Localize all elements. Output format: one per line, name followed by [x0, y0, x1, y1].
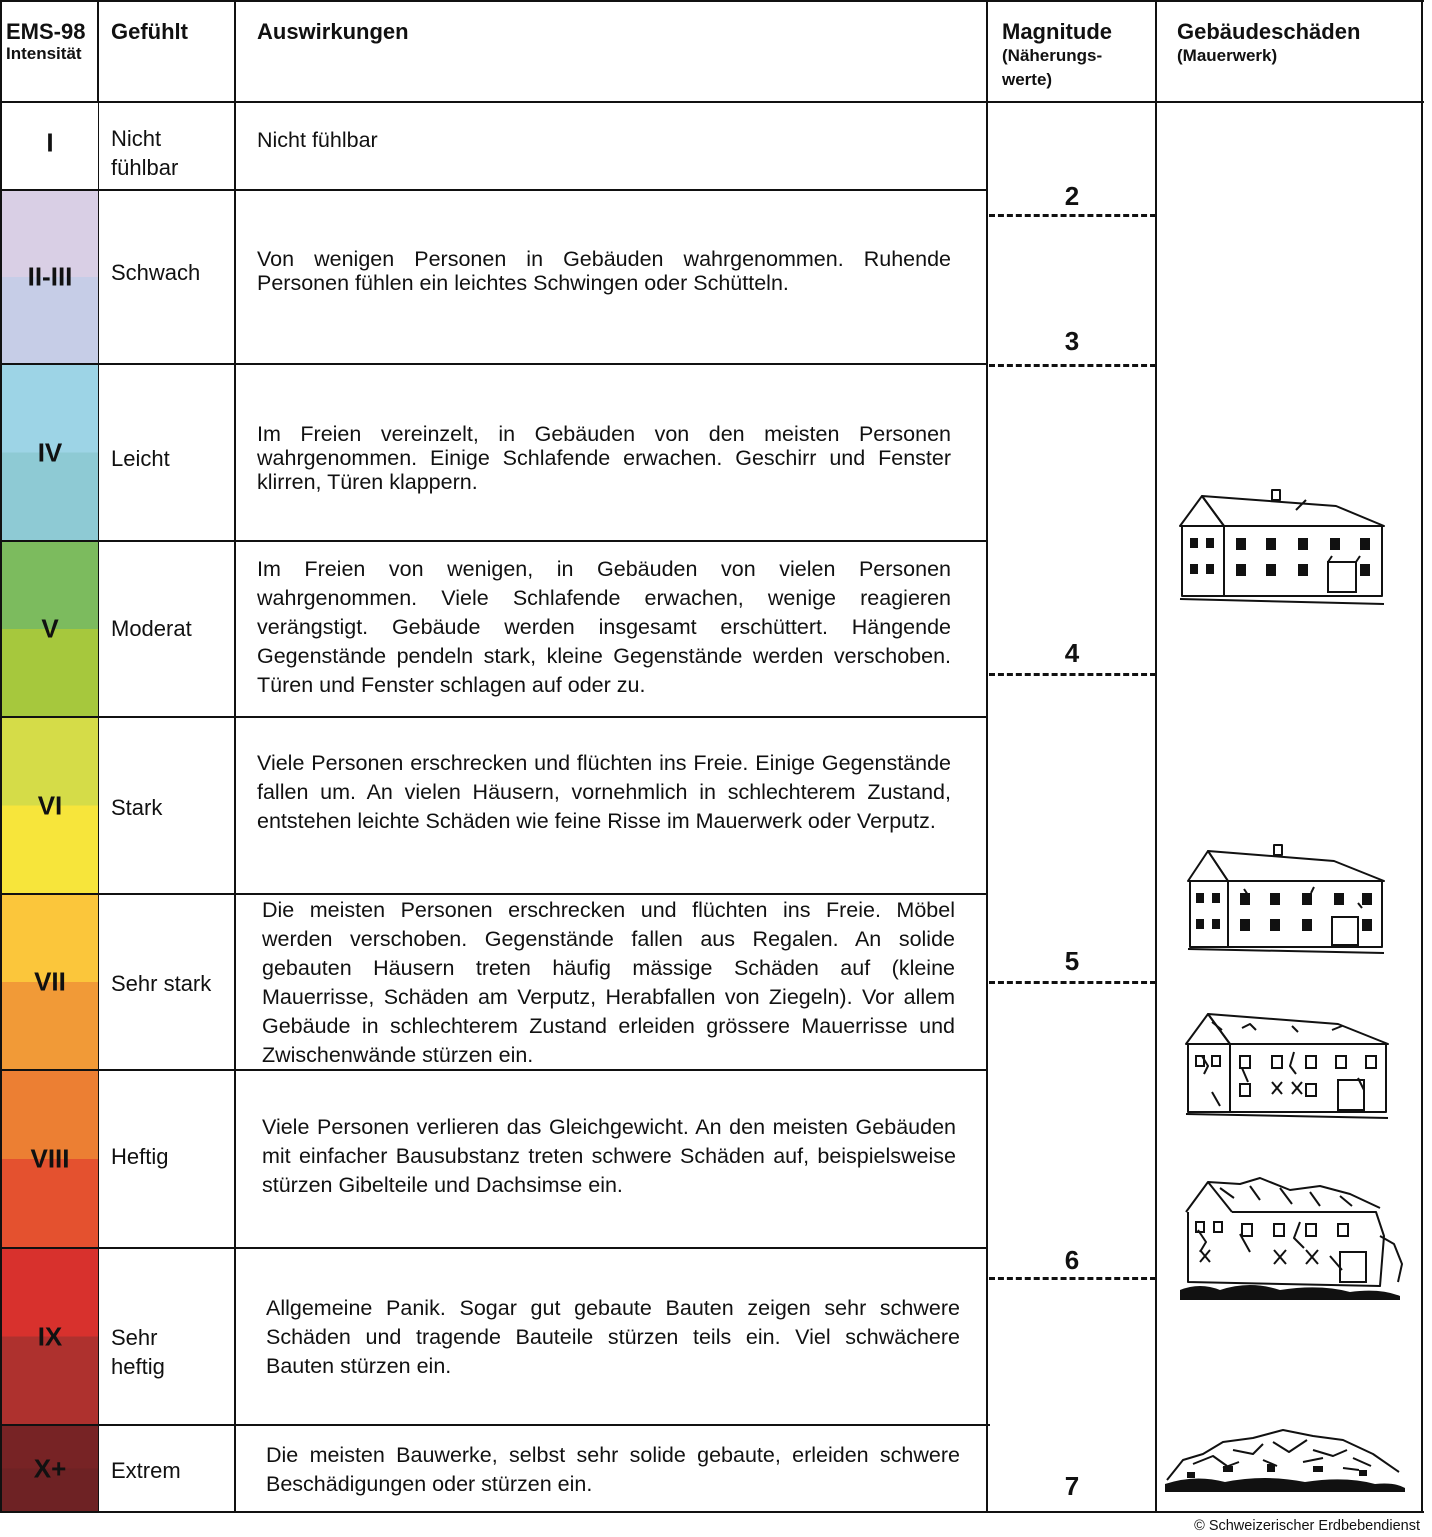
copyright-notice: © Schweizerischer Erdbebendienst — [1194, 1518, 1420, 1534]
felt-cell-3: Leicht — [111, 446, 170, 471]
effect-cell-1: Nicht fühlbar — [257, 128, 378, 152]
moderately-damaged-house-icon — [1182, 1008, 1392, 1124]
intensity-cell-9 — [2, 1426, 98, 1511]
effect-cell-8: Allgemeine Panik. Sogar gut gebaute Bauten zeigen sehr schwere Schäden und tragende Bauteile stürzen teils ein. Viel schwächere Bauten stürzen ein. — [266, 1296, 960, 1378]
intensity-label: VII — [34, 966, 66, 997]
intensity-label: II-III — [27, 261, 73, 292]
intensity-label: X+ — [33, 1453, 67, 1483]
magnitude-divider — [989, 981, 1156, 984]
magnitude-header-sub-2: werte) — [1002, 70, 1053, 89]
felt-cell-1: Nicht fühlbar — [111, 126, 179, 180]
intensity-cell-1 — [2, 103, 98, 189]
magnitude-divider — [989, 673, 1156, 676]
intensity-label: VIII — [30, 1143, 70, 1174]
magnitude-3: 3 — [1064, 326, 1080, 356]
magnitude-4: 4 — [1064, 638, 1080, 668]
intensity-cell-7 — [2, 1071, 98, 1247]
heavily-damaged-house-icon — [1180, 1176, 1406, 1302]
magnitude-5: 5 — [1064, 946, 1080, 976]
intensity-cell-8 — [2, 1249, 98, 1424]
effect-cell-3: Im Freien vereinzelt, in Gebäuden von den meisten Personen wahrgenommen. Einige Schlafende erwachen. Geschirr und Fenster klirren, Türen klappern. — [257, 422, 951, 494]
magnitude-2: 2 — [1064, 181, 1080, 211]
collapsed-rubble-icon — [1163, 1420, 1407, 1492]
effects-header: Auswirkungen — [257, 19, 409, 44]
intensity-cell-3 — [2, 365, 98, 540]
felt-cell-7: Heftig — [111, 1144, 169, 1169]
intensity-label: V — [41, 613, 59, 644]
magnitude-6: 6 — [1064, 1245, 1080, 1275]
magnitude-divider — [989, 364, 1156, 367]
magnitude-divider — [989, 214, 1156, 217]
felt-cell-6: Sehr stark — [111, 971, 212, 996]
magnitude-header — [1002, 20, 1112, 92]
effect-cell-6: Die meisten Personen erschrecken und flüchten ins Freie. Möbel werden verschoben. Gegenstände fallen aus Regalen. An solide gebauten Häusern treten häufig mässige Schäden auf (kleine Mauerrisse, Schäden am Verputz, Herabfallen von Ziegeln). Vor allem Gebäude in schlechterem Zustand erleiden grössere Mauerrisse und Zwischenwände stürzen ein. — [262, 898, 955, 1067]
damage-header — [1177, 20, 1360, 68]
intensity-header — [6, 20, 85, 64]
intensity-label: IV — [37, 437, 63, 467]
intensity-label: IX — [37, 1321, 63, 1351]
magnitude-header-sub-1: (Näherungs- — [1002, 46, 1103, 65]
magnitude-7: 7 — [1064, 1471, 1080, 1501]
intensity-label: I — [46, 127, 54, 158]
effect-cell-7: Viele Personen verlieren das Gleichgewicht. An den meisten Gebäuden mit einfacher Bausubstanz treten schwere Schäden auf, beispielsweise stürzen Gibelteile und Dachsimse ein. — [262, 1115, 956, 1197]
intensity-header-sub: Intensität — [6, 44, 82, 63]
intensity-label: VI — [37, 790, 63, 820]
intensity-cell-4 — [2, 542, 98, 716]
effect-cell-9: Die meisten Bauwerke, selbst sehr solide gebaute, erleiden schwere Beschädigungen oder stürzen ein. — [266, 1443, 960, 1496]
magnitude-divider — [989, 1277, 1156, 1280]
damage-header-sub: (Mauerwerk) — [1177, 46, 1278, 65]
effect-cell-2: Von wenigen Personen in Gebäuden wahrgenommen. Ruhende Personen fühlen ein leichtes Schwingen oder Schütteln. — [257, 247, 951, 295]
effect-cell-4: Im Freien von wenigen, in Gebäuden von vielen Personen wahrgenommen. Viele Schlafende erwachen, wenige reagieren verängstigt. Gebäude werden insgesamt erschüttert. Hängende Gegenstände pendeln stark, kleine Gegenstände werden verschoben. Türen und Fenster schlagen auf oder zu. — [257, 557, 951, 697]
effect-cell-5: Viele Personen erschrecken und flüchten ins Freie. Einige Gegenstände fallen um. An vielen Häusern, vornehmlich in schlechterem Zustand, entstehen leichte Schäden wie feine Risse im Mauerwerk oder Verputz. — [257, 751, 951, 833]
damage-header-title: Gebäudeschäden — [1177, 19, 1361, 44]
intact-house-icon — [1176, 486, 1388, 610]
felt-cell-8: Sehr heftig — [111, 1325, 165, 1379]
felt-cell-4: Moderat — [111, 616, 192, 641]
intensity-cell-5 — [2, 718, 98, 893]
intensity-header-title: EMS-98 — [6, 19, 86, 44]
magnitude-header-title: Magnitude — [1002, 19, 1112, 44]
intensity-cell-6 — [2, 895, 98, 1069]
lightly-damaged-house-icon — [1184, 843, 1388, 959]
felt-cell-5: Stark — [111, 795, 163, 820]
felt-header: Gefühlt — [111, 19, 188, 44]
felt-cell-2: Schwach — [111, 260, 201, 285]
felt-cell-9: Extrem — [111, 1458, 181, 1483]
intensity-cell-2 — [2, 191, 98, 363]
